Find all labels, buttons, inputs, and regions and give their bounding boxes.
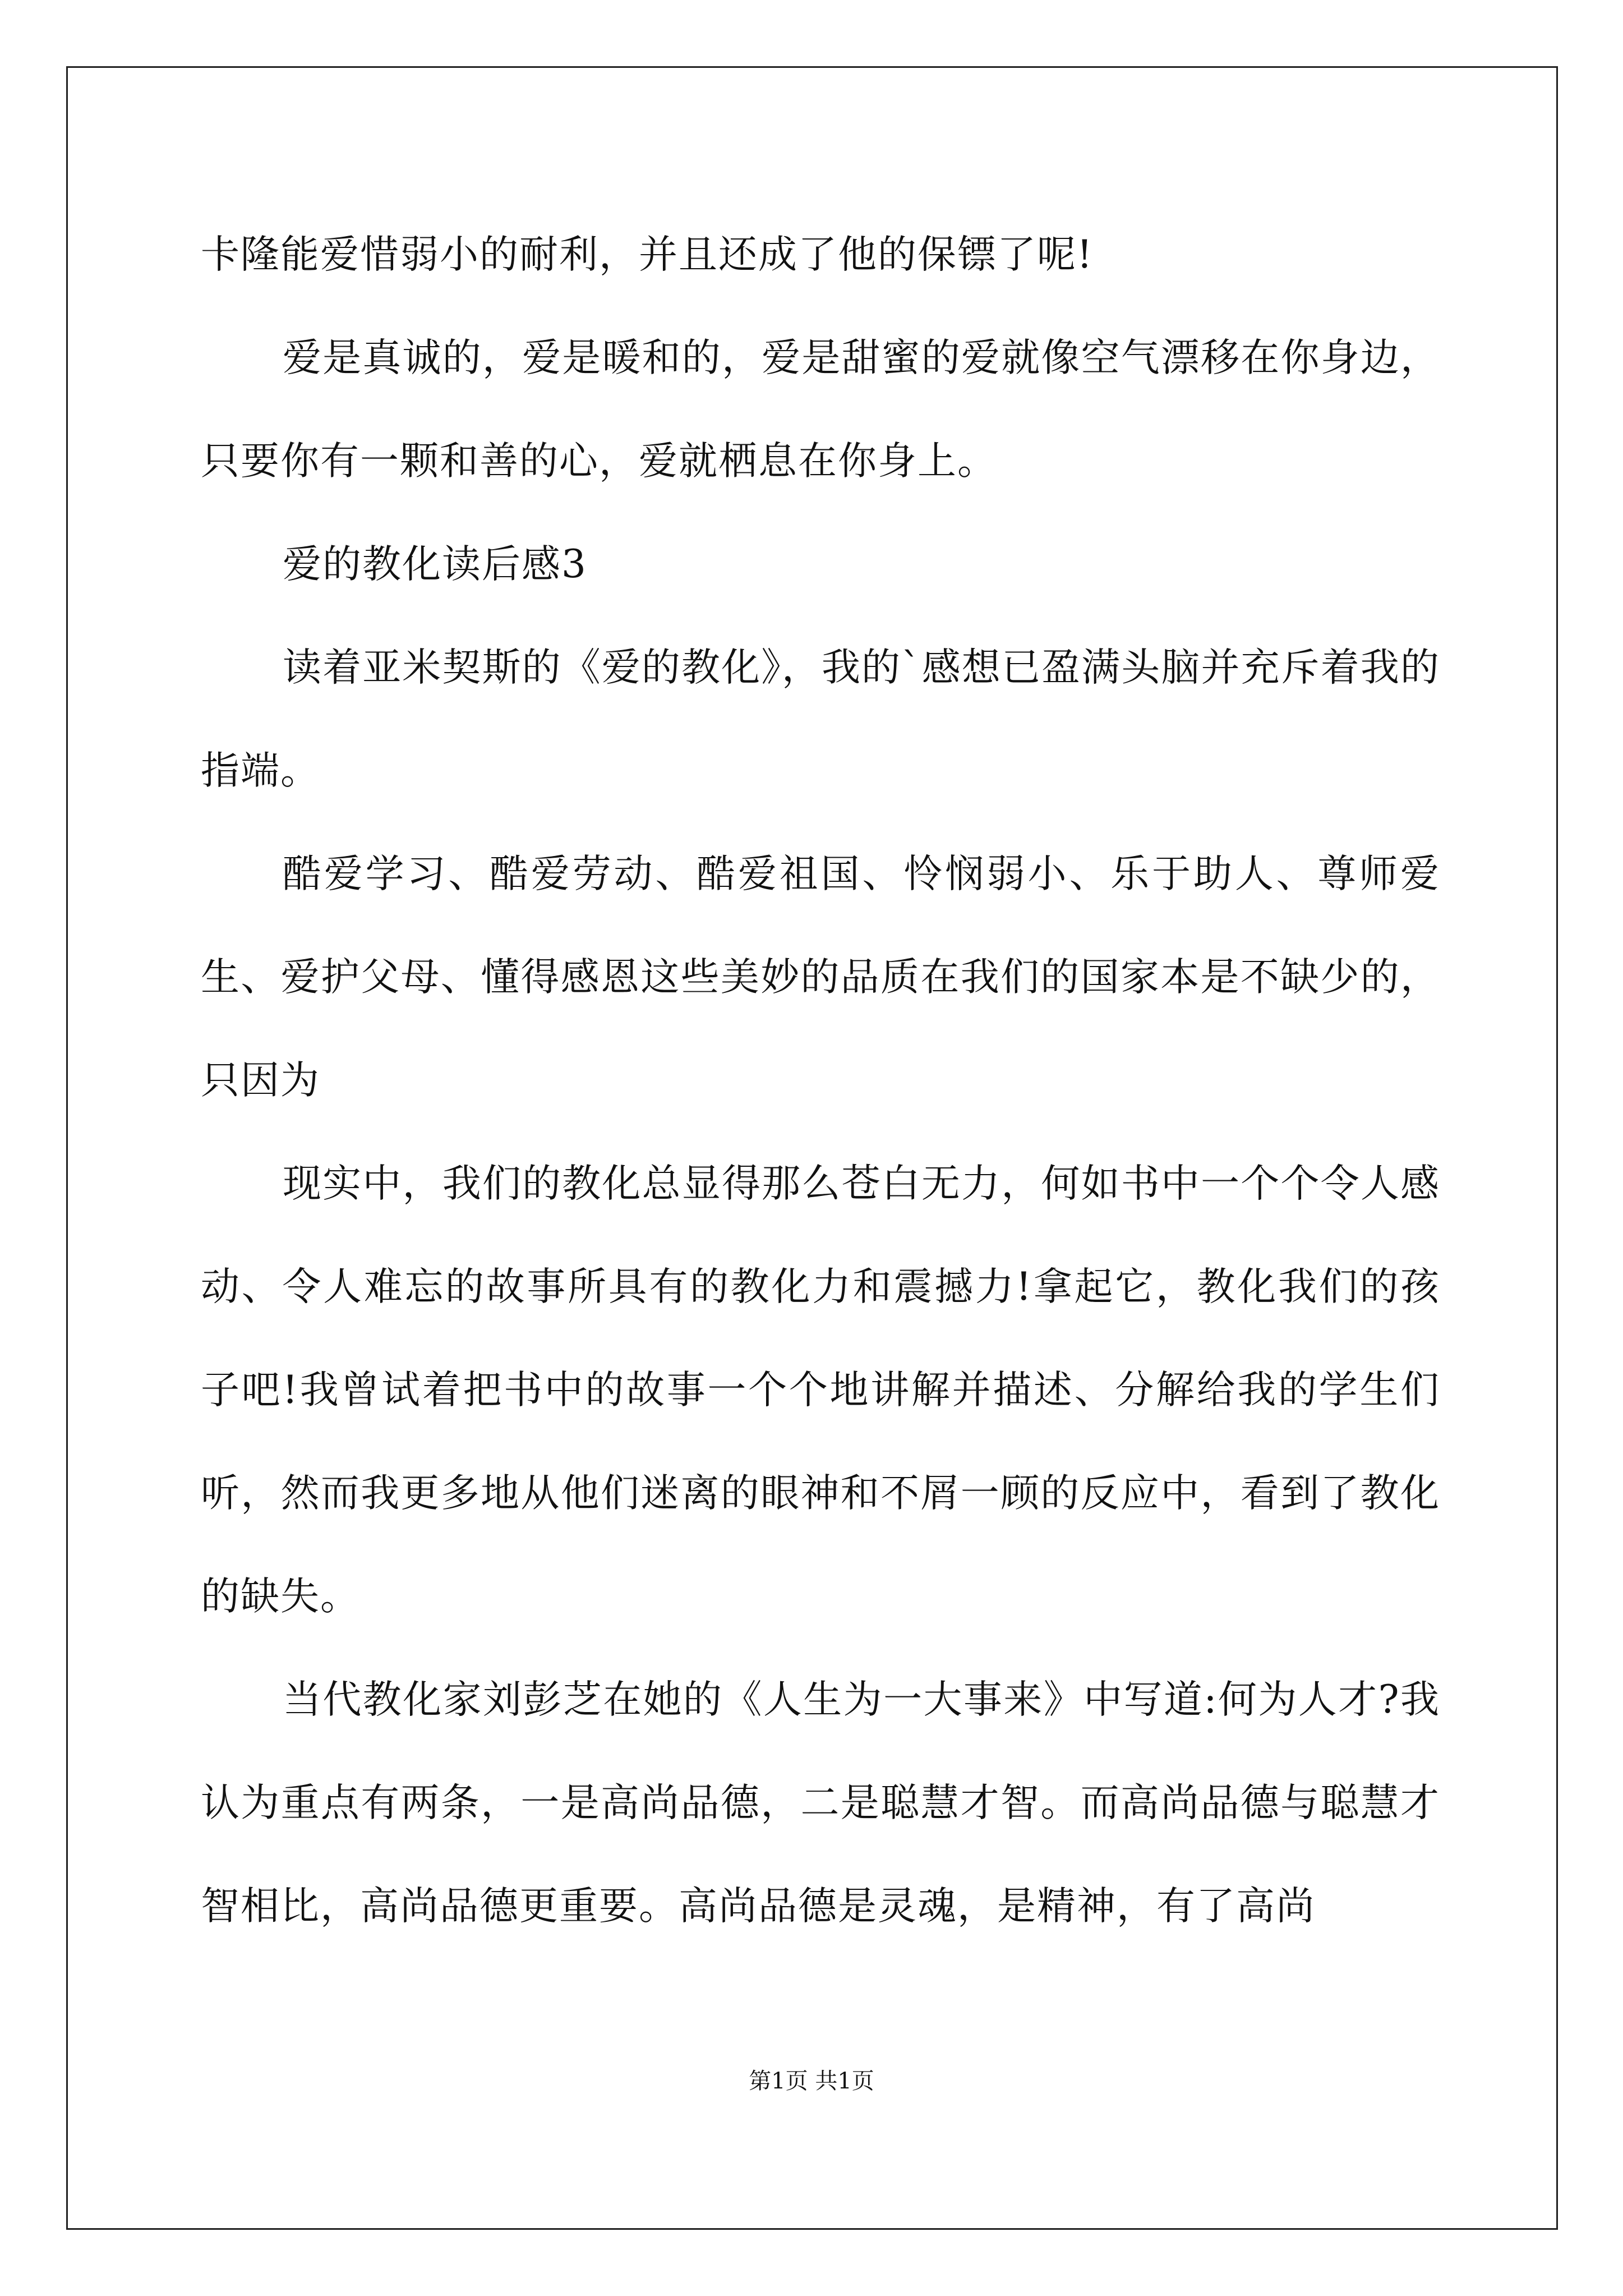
- document-body: [201, 203, 1440, 1958]
- page-footer: 第1页 共1页: [749, 2068, 874, 2094]
- paragraph-6: 当代教化家刘彭芝在她的《人生为一大事来》中写道:何为人才?我认为重点有两条，一是高尚品德，二是聪慧才智。而高尚品德与聪慧才智相比，高尚品德更重要。高尚品德是灵魂，是精神，有了高尚: [201, 1677, 1440, 1929]
- section-heading: 爱的教化读后感3: [283, 542, 587, 587]
- paragraph-2: 爱是真诚的，爱是暖和的，爱是甜蜜的爱就像空气漂移在你身边，只要你有一颗和善的心，爱就栖息在你身上。: [201, 335, 1440, 484]
- paragraph-4: 酷爱学习、酷爱劳动、酷爱祖国、怜悯弱小、乐于助人、尊师爱生、爱护父母、懂得感恩这些美妙的品质在我们的国家本是不缺少的，只因为: [201, 852, 1440, 1103]
- paragraph-1: 卡隆能爱惜弱小的耐利，并且还成了他的保镖了呢!: [201, 232, 1094, 277]
- paragraph-5: 现实中，我们的教化总显得那么苍白无力，何如书中一个个令人感动、令人难忘的故事所具有的教化力和震撼力!拿起它，教化我们的孩子吧!我曾试着把书中的故事一个个地讲解并描述、分解给我的学生们听，然而我更多地从他们迷离的眼神和不屑一顾的反应中，看到了教化的缺失。: [201, 1161, 1440, 1619]
- paragraph-3: 读着亚米契斯的《爱的教化》，我的`感想已盈满头脑并充斥着我的指端。: [201, 645, 1440, 793]
